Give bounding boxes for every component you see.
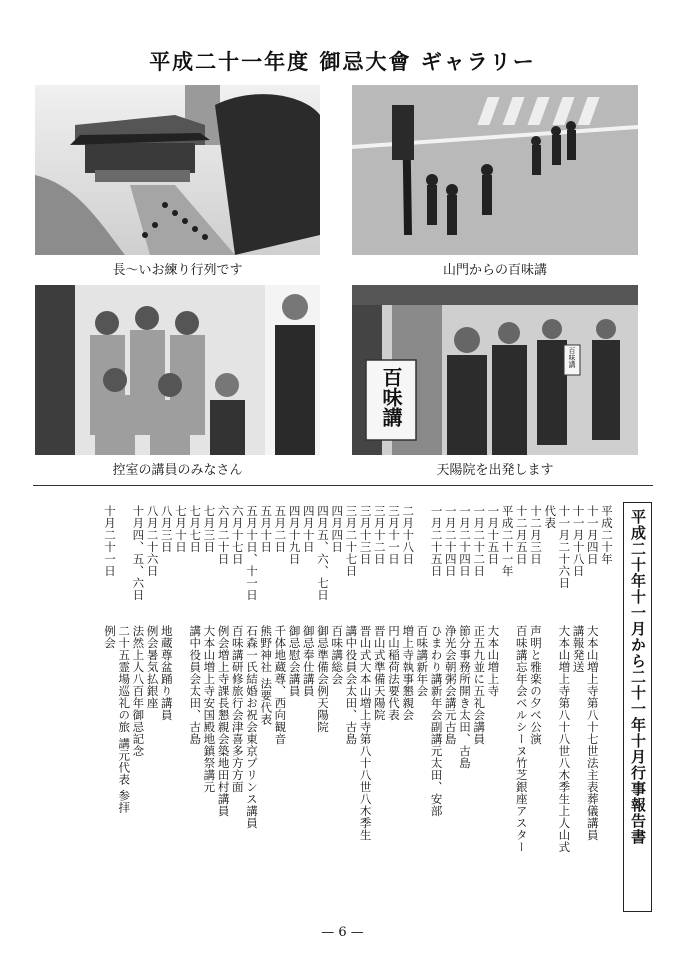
caption-waiting-room: 控室の講員のみなさん <box>112 463 243 478</box>
entry-date: 十二月三日 <box>529 505 543 565</box>
entry-date: 六月十七日 <box>230 505 245 565</box>
small-sign: 百味講 <box>568 347 576 368</box>
entry-date: 七月三日 <box>202 505 217 553</box>
entry-date: 三月二十七日 <box>344 505 359 577</box>
report-title: 平成二十年十一月から二十一年十月行事報告書 <box>623 502 652 912</box>
entry-date: 八月二十六日 <box>145 505 160 577</box>
entry-date: 三月十一日 <box>387 505 401 565</box>
photo-departure <box>352 285 638 455</box>
waiting-room-photo-image <box>35 285 320 455</box>
entry-date: 二月十八日 <box>401 505 416 565</box>
photo-crossing <box>352 85 638 255</box>
entry-event: 御忌慰会講員 <box>287 625 302 697</box>
entry-event: 御忌奉仕講員 <box>301 625 316 697</box>
entry-event: 御忌準備会例天陽院 <box>316 625 330 733</box>
entry-date: 五月十日、十一日 <box>245 505 259 601</box>
entry-event: 熊野神社 法要代表 <box>259 625 274 726</box>
entry-event: 例会暑気払銀座 <box>145 625 160 709</box>
entry-date: 四月五、六、七日 <box>316 505 330 601</box>
lantern-sign: 百味講 <box>379 367 403 427</box>
entry-date: 十一月四日 <box>585 505 600 565</box>
entry-date: 七月十日 <box>174 505 188 553</box>
entry-event: 講報発送 <box>571 625 586 673</box>
entry-date: 五月十日 <box>259 505 274 553</box>
entry-event: 例会増上寺課長懇親会築地田村講員 <box>216 625 231 817</box>
crossing-photo-image <box>352 85 638 255</box>
photo-waiting-room <box>35 285 320 455</box>
entry-date: 三月十二日 <box>372 505 387 565</box>
entry-event: 正五九並に五礼会講員 <box>472 625 487 745</box>
entry-event: 例会 <box>103 625 117 649</box>
entry-date: 十月二十一日 <box>103 505 117 577</box>
entry-event: 節分事務所開き太田、古島 <box>458 625 472 769</box>
caption-departure: 天陽院を出発します <box>436 463 554 478</box>
entry-event: 晋山式大本山増上寺第八十八世八木季生 <box>358 625 373 841</box>
entry-date: 六月二十日 <box>216 505 231 565</box>
entry-event: 百味講総会 <box>330 625 345 685</box>
entry-date: 五月二日 <box>273 505 288 553</box>
entry-date: 一月二十四日 <box>443 505 458 577</box>
entry-event: ひまわり講新年会副講元太田、安部 <box>429 625 444 817</box>
entry-date: 十二月五日 <box>514 505 529 565</box>
entry-event: 百味講研修旅行会津喜多方方面 <box>230 625 245 793</box>
entry-date: 七月七日 <box>188 505 203 553</box>
entry-date: 一月二十四日 <box>458 505 472 577</box>
entry-date: 一月二十五日 <box>429 505 444 577</box>
entry-date: 十一月二十六日 <box>557 505 572 589</box>
caption-crossing: 山門からの百味講 <box>442 263 547 278</box>
entry-event: 法然上人八百年御忌記念 <box>131 625 146 757</box>
entry-date: 一月十五日 <box>486 505 501 565</box>
entry-event: 大本山増上寺安国殿地鎮祭講元 <box>202 625 217 793</box>
entry-date: 八月三日 <box>159 505 174 553</box>
entry-event: 浄光会朝粥会講元古島 <box>443 625 458 745</box>
entry-event: 百味講新年会 <box>415 625 430 697</box>
caption-procession: 長～いお練り行列です <box>112 263 243 278</box>
entry-event: 大本山増上寺 <box>486 625 501 697</box>
entry-event: 講中役員会太田、古島 <box>344 625 359 745</box>
entry-event: 講中役員会太田、古島 <box>188 625 203 745</box>
entry-event: 千体地蔵尊、西向観音 <box>273 625 288 745</box>
entry-event: 声明と雅楽の夕べ公演 <box>529 625 543 745</box>
entry-date: 一月二十二日 <box>472 505 487 577</box>
entry-event: 石森一氏結婚お祝会東京プリンス講員 <box>245 625 259 829</box>
section-divider <box>33 485 653 486</box>
page-number: — 6 — <box>321 925 364 940</box>
entry-date: 平成二十年 <box>600 505 614 565</box>
entry-event: 晋山式準備天陽院 <box>372 625 387 721</box>
procession-photo-image <box>35 85 320 255</box>
photo-procession <box>35 85 320 255</box>
entry-event: 増上寺執事懇親会 <box>401 625 416 721</box>
entry-date: 平成二十一年 <box>500 505 515 577</box>
entry-date: 四月十九日 <box>287 505 302 565</box>
entry-date: 三月十三日 <box>358 505 373 565</box>
page-title: 平成二十一年度 御忌大會 ギャラリー <box>149 50 536 74</box>
entry-event: 円山稲荷法要代表 <box>387 625 401 721</box>
entry-date: 四月四日 <box>330 505 345 553</box>
entry-event: 百味講忘年会ベルシーヌ竹芝銀座アスター <box>514 625 529 853</box>
entry-event: 大本山増上寺第八十七世法主表葬儀講員 <box>585 625 600 841</box>
entry-date: 四月十日 <box>301 505 316 553</box>
entry-event: 二十五霊場巡礼の旅 講元代表 参拝 <box>117 625 132 814</box>
entry-event: 大本山増上寺第八十八世八木季生上人山式 <box>557 625 572 853</box>
entry-event: 地蔵尊盆踊り講員 <box>159 625 174 721</box>
entry-date: 十月四、五、六日 <box>131 505 146 601</box>
entry-date: 代表 <box>543 505 558 529</box>
entry-date: 十一月十八日 <box>571 505 586 577</box>
